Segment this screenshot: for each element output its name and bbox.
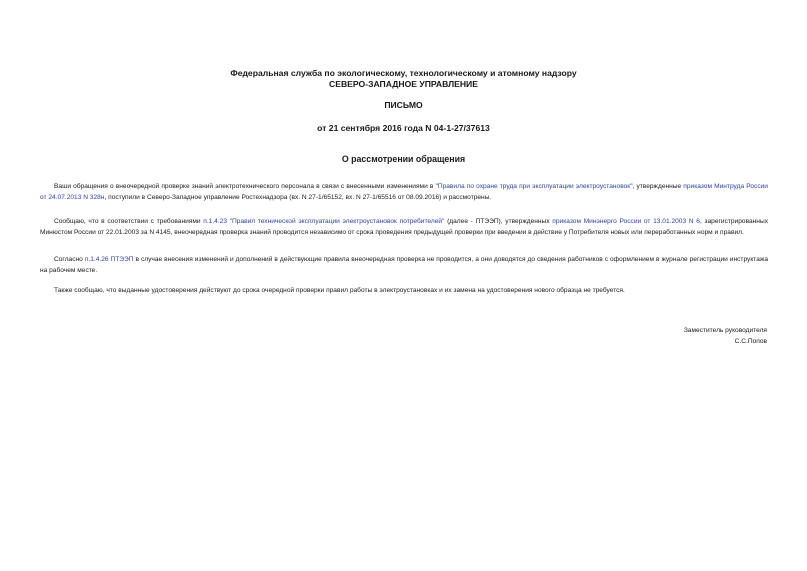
paragraph-text: Согласно bbox=[54, 256, 85, 263]
agency-name: Федеральная служба по экологическому, технологическому и атомному надзору bbox=[230, 68, 577, 78]
paragraph-text: , поступили в Северо-Западное управление Ростехнадзора (вх. N 27-1/65152, вх. N 27-1/65516 от 08.09.2016) и рассмотрены. bbox=[104, 194, 492, 202]
signatory-name: С.С.Попов bbox=[734, 338, 767, 345]
paragraph-1 bbox=[40, 181, 768, 204]
link-mintrud-order[interactable]: приказом Минтруда России от 24.07.2013 N 328н bbox=[40, 183, 768, 202]
paragraph-text: , зарегистрированных Минюстом России от 22.01.2003 за N 4145, внеочередная проверка знаний проводится независимо от срока проведения предыдущей проверки при введении в действие у Потребителя новых или переработанных норм и правил. bbox=[40, 218, 768, 237]
paragraph-text: Ваши обращения о внеочередной проверке знаний электротехнического персонала в связи с внесенными изменениями в " bbox=[54, 183, 438, 190]
link-labor-safety-rules[interactable]: Правила по охране труда при эксплуатации электроустановок bbox=[437, 183, 631, 190]
department-name: СЕВЕРО-ЗАПАДНОЕ УПРАВЛЕНИЕ bbox=[329, 79, 478, 89]
paragraph-text: ", утвержденные bbox=[630, 183, 684, 190]
paragraph-2 bbox=[40, 216, 768, 239]
paragraph-text: в случае внесения изменений и дополнений в действующие правила внеочередная проверка не проводится, а они доводятся до сведения работников с оформлением в журнале регистрации инструктажа на рабочем месте. bbox=[40, 256, 768, 275]
paragraph-text: Также сообщаю, что выданные удостоверения действуют до срока очередной проверки правил работы в электроустановках и их замена на удостоверения нового образца не требуется. bbox=[54, 287, 625, 294]
document-date-number: от 21 сентября 2016 года N 04-1-27/37613 bbox=[317, 123, 490, 133]
paragraph-3 bbox=[40, 254, 768, 277]
paragraph-4 bbox=[40, 285, 768, 296]
signatory-position: Заместитель руководителя bbox=[683, 327, 767, 334]
link-ptеep-1-4-26[interactable]: п.1.4.26 ПТЭЭП bbox=[84, 256, 134, 263]
link-minenergo-order[interactable]: приказом Минэнерго России от 13.01.2003 N 6 bbox=[552, 218, 700, 225]
link-ptеep-1-4-23[interactable]: п.1.4.23 "Правил технической эксплуатации электроустановок потребителей" bbox=[203, 218, 445, 225]
paragraph-text: (далее - ПТЭЭП), утвержденных bbox=[444, 218, 553, 225]
document-subject: О рассмотрении обращения bbox=[341, 154, 466, 164]
paragraph-text: Сообщаю, что в соответствии с требованиями bbox=[54, 218, 204, 225]
document-type: ПИСЬМО bbox=[384, 100, 423, 110]
